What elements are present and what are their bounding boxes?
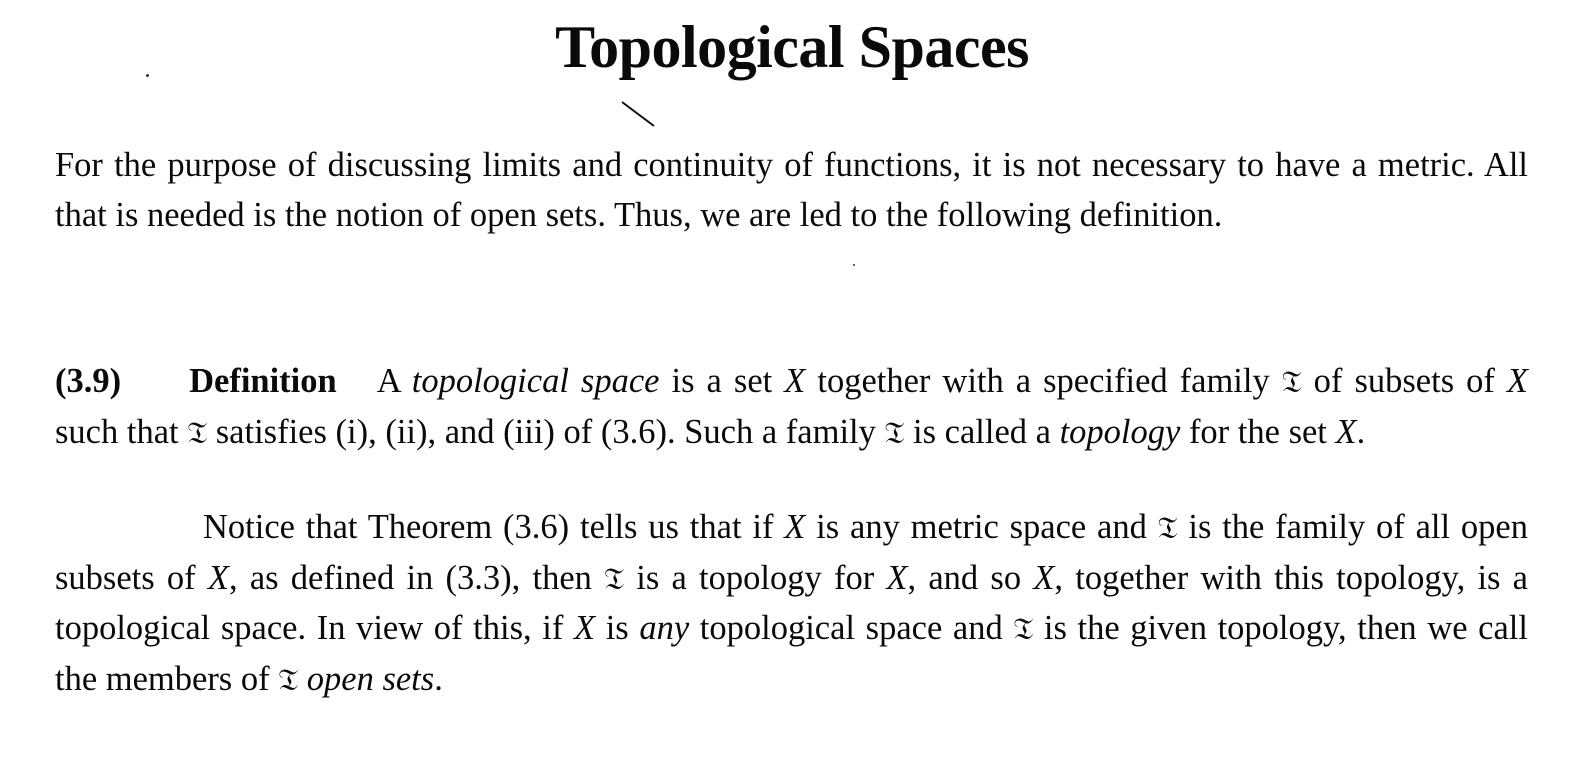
math-symbol-frak-t: 𝔗 bbox=[1013, 612, 1034, 648]
math-symbol-x: X bbox=[573, 609, 596, 648]
text-run: is the family of all open subsets of bbox=[55, 508, 1528, 597]
term-topological-space: topological space bbox=[411, 362, 660, 400]
emphasis-any: any bbox=[639, 609, 690, 648]
text-run: is called a bbox=[904, 412, 1060, 451]
text-run: is bbox=[595, 609, 640, 648]
text-run: A bbox=[376, 362, 412, 400]
math-symbol-x: X bbox=[1335, 412, 1357, 451]
math-symbol-x: X bbox=[1033, 558, 1055, 597]
text-run: , and so bbox=[907, 558, 1034, 597]
math-symbol-frak-t: 𝔗 bbox=[1157, 511, 1178, 546]
text-run: , together with this topology, is a topological space. In view of this, if bbox=[55, 558, 1528, 648]
notice-paragraph bbox=[55, 503, 1528, 705]
math-symbol-x: X bbox=[207, 558, 229, 597]
text-run: is a set bbox=[659, 362, 785, 400]
text-run: for the set bbox=[1180, 412, 1336, 451]
speck-dot bbox=[853, 264, 855, 266]
text-run: topological space and bbox=[689, 609, 1014, 648]
math-symbol-frak-t: 𝔗 bbox=[1281, 365, 1302, 400]
text-run: , as defined in (3.3), then bbox=[228, 558, 605, 597]
math-symbol-frak-t: 𝔗 bbox=[604, 561, 625, 597]
math-symbol-x: X bbox=[784, 362, 806, 400]
text-run: of subsets of bbox=[1301, 362, 1507, 400]
math-symbol-frak-t: 𝔗 bbox=[884, 415, 905, 451]
math-symbol-x: X bbox=[784, 508, 806, 546]
math-symbol-frak-t: 𝔗 bbox=[278, 662, 299, 698]
text-run: . bbox=[1356, 412, 1366, 451]
math-symbol-x: X bbox=[1506, 362, 1528, 400]
speck-dot bbox=[146, 74, 149, 77]
pen-stroke-mark bbox=[620, 100, 660, 130]
definition-label: Definition bbox=[189, 362, 337, 400]
math-symbol-x: X bbox=[886, 558, 908, 597]
text-run: is any metric space and bbox=[805, 508, 1158, 546]
term-open-sets: open sets bbox=[306, 659, 435, 698]
text-run: satisfies (i), (ii), and (iii) of (3.6). Such a family bbox=[207, 412, 885, 451]
definition-paragraph bbox=[55, 357, 1528, 458]
text-run: is a topology for bbox=[624, 558, 887, 597]
text-run bbox=[298, 660, 307, 698]
math-symbol-frak-t: 𝔗 bbox=[187, 415, 208, 451]
definition-number: (3.9) bbox=[55, 362, 122, 400]
section-title: Topological Spaces bbox=[555, 14, 1029, 80]
text-run: such that bbox=[55, 412, 188, 451]
text-run: together with a specified family bbox=[805, 362, 1282, 400]
text-run: . bbox=[434, 659, 443, 698]
text-run: is the given topology, then we call the members of bbox=[55, 609, 1528, 698]
text-run: Notice that Theorem (3.6) tells us that if bbox=[203, 508, 785, 546]
intro-paragraph: For the purpose of discussing limits and continuity of functions, it is not necessary to have a metric. All that is needed is the notion of open sets. Thus, we are led to the following definition. bbox=[55, 146, 1528, 234]
term-topology: topology bbox=[1059, 412, 1181, 451]
